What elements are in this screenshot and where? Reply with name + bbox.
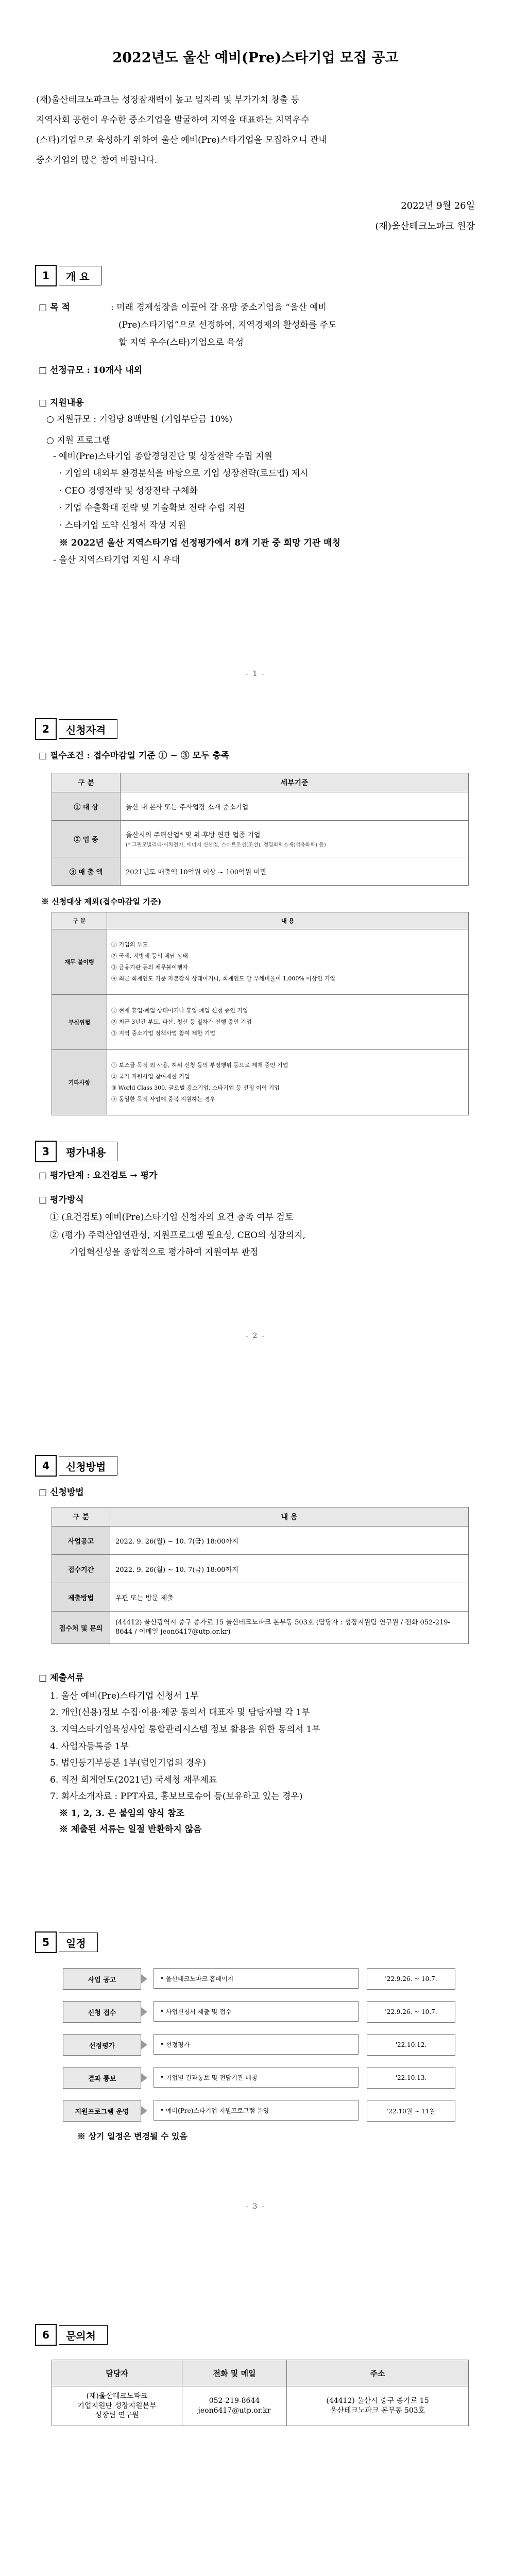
table-row: 재무 불이행 ① 기업의 부도 ② 국세, 지방세 등의 체납 상태 ③ 금융기관 등의 채무불이행자 ④ 최근 회계연도 기준 자본잠식 상태이거나, 회계연도 말 부채비율이 1,000% 이상인 기업	[52, 929, 469, 995]
intro-paragraph: (재)울산테크노파크는 성장잠재력이 높고 일자리 및 부가가치 창출 등 지역사회 공헌이 우수한 중소기업을 발굴하여 지역을 대표하는 지역우수 (스타)기업으로 육성하기 위하여 울산 예비(Pre)스타기업을 모집하오니 관내 중소기업의 많은 참여 바랍니다.	[36, 95, 327, 165]
program-item: · 기업의 내외부 환경분석을 바탕으로 기업 성장전략(로드맵) 제시	[59, 468, 309, 479]
documents-list	[39, 1690, 482, 1836]
table-header: 구 분	[52, 1507, 110, 1527]
schedule-description: • 예비(Pre)스타기업 지원프로그램 운영	[154, 2100, 359, 2121]
section-number: 5	[35, 1931, 57, 1953]
schedule-stage: 신청 접수	[63, 2001, 141, 2023]
evaluation-method: ① (요건검토) 예비(Pre)스타기업 신청자의 요건 충족 여부 검토	[50, 1212, 294, 1223]
schedule-row	[63, 1968, 454, 1989]
evaluation-method: 기업혁신성을 종합적으로 평가하여 지원여부 판정	[70, 1247, 259, 1258]
evaluation-steps: □ 평가단계 : 요건검토 → 평가	[39, 1171, 158, 1181]
section-number: 6	[35, 2324, 57, 2346]
section-title: 신청방법	[59, 1456, 117, 1476]
section-6-heading	[35, 2325, 108, 2345]
schedule-stage: 사업 공고	[63, 1968, 141, 1990]
schedule-row	[63, 2001, 454, 2022]
page-number: - 3 -	[246, 2202, 265, 2211]
program-item: · 기업 수출확대 전략 및 기술확보 전략 수립 지원	[59, 503, 245, 514]
section-number: 4	[35, 1455, 57, 1477]
section-3-body	[39, 1170, 482, 1259]
purpose-line: : 미래 경제성장을 이끌어 갈 유망 중소기업을 “울산 예비	[111, 302, 327, 313]
announcement-date: 2022년 9월 26일	[401, 200, 475, 211]
evaluation-method: ② (평가) 주력산업연관성, 지원프로그램 필요성, CEO의 성장의지,	[50, 1230, 305, 1241]
schedule-row	[63, 2034, 454, 2055]
table-header: 구 분	[52, 912, 107, 929]
section-1-body	[39, 301, 482, 567]
documents-section	[39, 1672, 482, 1836]
issuing-organization: (재)울산테크노파크 원장	[375, 221, 475, 232]
page-title: 2022년도 울산 예비(Pre)스타기업 모집 공고	[112, 50, 399, 66]
schedule-row	[63, 2100, 454, 2121]
section-2-heading	[35, 719, 117, 739]
purpose-block	[39, 301, 482, 358]
section-title: 평가내용	[59, 1142, 117, 1161]
contact-phone: 052-219-8644	[209, 2397, 260, 2405]
documents-heading: □ 제출서류	[39, 1673, 84, 1683]
schedule-date: '22.10.12.	[367, 2034, 455, 2056]
arrow-icon	[141, 2007, 147, 2016]
section-title: 문의처	[59, 2325, 108, 2345]
document-item: 4. 사업자등록증 1부	[50, 1741, 129, 1752]
page-number: - 2 -	[246, 1332, 265, 1340]
arrow-icon	[141, 2073, 147, 2082]
program-list	[39, 450, 482, 567]
schedule-stage: 결과 통보	[63, 2067, 141, 2089]
documents-note: ※ 1, 2, 3. 은 붙임의 양식 참조	[59, 1808, 185, 1819]
table-row: 부실위험 ① 현재 휴업·폐업 상태이거나 휴업·폐업 신청 중인 기업 ② 최근 3년간 부도, 파산, 청산 등 절차가 진행 중인 기업 ③ 지역 중소기업 정책사업 참여 제한 기업	[52, 995, 469, 1050]
table-header: 전화 및 메일	[182, 2360, 287, 2386]
section-title: 개 요	[59, 266, 101, 285]
table-header: 세부기준	[121, 773, 469, 792]
exclusion-heading: ※ 신청대상 제외(접수마감일 기준)	[41, 897, 162, 906]
program-item: · CEO 경영전략 및 성장전략 구체화	[59, 485, 198, 496]
document-item: 3. 지역스타기업육성사업 통합관리시스템 정보 활용을 위한 동의서 1부	[50, 1724, 320, 1735]
selection-scale: □ 선정규모 : 10개사 내외	[39, 365, 143, 376]
table-row: 제출방법 우편 또는 방문 제출	[52, 1583, 469, 1612]
section-3-heading	[35, 1141, 117, 1162]
document-item: 2. 개인(신용)정보 수집·이용·제공 동의서 대표자 및 담당자별 각 1부	[50, 1707, 310, 1718]
schedule-row	[63, 2067, 454, 2088]
support-scale: ○ 지원규모 : 기업당 8백만원 (기업부담금 10%)	[46, 414, 233, 425]
table-row: 접수기간 2022. 9. 26(월) ~ 10. 7(금) 18:00까지	[52, 1555, 469, 1583]
industry-note: (* 그린모빌리티·이차전지, 에너지 신산업, 스마트조선(조선), 정밀화학소재(석유화학) 등)	[126, 842, 326, 848]
contact-email: jeon6417@utp.or.kr	[198, 2406, 271, 2415]
exclusion-table	[52, 912, 469, 1115]
section-title: 일정	[59, 1933, 98, 1952]
purpose-line: (Pre)스타기업”으로 선정하여, 지역경제의 활성화를 주도	[118, 320, 337, 330]
table-row: 사업공고 2022. 9. 26(월) ~ 10. 7(금) 18:00까지	[52, 1527, 469, 1555]
schedule-stage: 지원프로그램 운영	[63, 2100, 141, 2122]
evaluation-method-heading: □ 평가방식	[39, 1194, 84, 1205]
schedule-date: '22.10월 ~ 11월	[367, 2100, 455, 2122]
purpose-line: 할 지역 우수(스타)기업으로 육성	[118, 337, 244, 348]
apply-table	[52, 1507, 469, 1644]
contact-table	[52, 2360, 469, 2426]
program-item: - 예비(Pre)스타기업 종합경영진단 및 성장전략 수립 지원	[53, 451, 272, 462]
program-heading: ○ 지원 프로그램	[46, 435, 111, 446]
schedule-description: • 울산테크노파크 홈페이지	[154, 1968, 359, 1989]
document-item: 1. 울산 예비(Pre)스타기업 신청서 1부	[50, 1690, 199, 1701]
table-header: 구 분	[52, 773, 121, 792]
schedule-date: '22.9.26. ~ 10.7.	[367, 2001, 455, 2023]
eligibility-table	[52, 773, 469, 886]
arrow-icon	[141, 1974, 147, 1984]
section-1-heading	[35, 265, 101, 286]
arrow-icon	[141, 2106, 147, 2115]
program-item: · 스타기업 도약 신청서 작성 지원	[59, 520, 186, 531]
page-number: - 1 -	[246, 670, 265, 678]
schedule-chart	[63, 1968, 454, 2148]
documents-note: ※ 제출된 서류는 일절 반환하지 않음	[59, 1824, 202, 1835]
section-number: 3	[35, 1141, 57, 1162]
program-note: ※ 2022년 울산 지역스타기업 선정평가에서 8개 기관 중 희망 기관 매칭	[59, 537, 340, 548]
table-row: ③ 매 출 액 2021년도 매출액 10억원 이상 ~ 100억원 미만	[52, 857, 469, 886]
section-title: 신청자격	[59, 719, 117, 739]
apply-heading: □ 신청방법	[39, 1487, 84, 1498]
support-heading: □ 지원내용	[39, 397, 84, 408]
program-item: - 울산 지역스타기업 지원 시 우대	[53, 555, 180, 566]
schedule-description: • 선정평가	[154, 2034, 359, 2055]
table-header: 담당자	[52, 2360, 182, 2386]
table-header: 내 용	[107, 912, 469, 929]
section-4-heading	[35, 1455, 117, 1476]
schedule-stage: 선정평가	[63, 2034, 141, 2056]
table-row: ② 업 종 울산시의 주력산업* 및 위·후방 연관 업종 기업 (* 그린모빌리티·이차전지, 에너지 신산업, 스마트조선(조선), 정밀화학소재(석유화학) 등)	[52, 821, 469, 857]
schedule-date: '22.9.26. ~ 10.7.	[367, 1968, 455, 1990]
schedule-description: • 기업별 결과통보 및 전담기관 매칭	[154, 2067, 359, 2088]
section-number: 2	[35, 718, 57, 740]
document-item: 5. 법인등기부등본 1부(법인기업의 경우)	[50, 1758, 206, 1769]
eligibility-condition: □ 필수조건 : 접수마감일 기준 ① ~ ③ 모두 충족	[39, 751, 230, 761]
purpose-label: □ 목 적	[39, 302, 70, 313]
arrow-icon	[141, 2040, 147, 2049]
table-header: 주소	[287, 2360, 469, 2386]
schedule-date: '22.10.13.	[367, 2067, 455, 2089]
table-row: (재)울산테크노파크 기업지원단 성장지원본부 성장팀 연구원 052-219-8644 jeon6417@utp.or.kr (44412) 울산시 중구 종가로 15 울산테크노파크 본부동 503호	[52, 2386, 469, 2426]
schedule-description: • 사업신청서 제출 및 접수	[154, 2001, 359, 2022]
table-row: 기타사항 ① 보조금 목적 외 사용, 허위 신청 등의 부정행위 등으로 제재 중인 기업 ② 국가 지원사업 참여제한 기업 ③ World Class 300, 글로벌 강소기업, 스타기업 등 선정 이력 기업 ④ 동일한 목적 사업에 중복 지원하는 경우	[52, 1050, 469, 1115]
table-row: ① 대 상 울산 내 본사 또는 주사업장 소재 중소기업	[52, 792, 469, 821]
table-header: 내 용	[110, 1507, 469, 1527]
section-number: 1	[35, 265, 57, 286]
document-item: 7. 회사소개자료 : PPT자료, 홍보브로슈어 등(보유하고 있는 경우)	[50, 1791, 303, 1802]
schedule-note: ※ 상기 일정은 변경될 수 있음	[77, 2131, 188, 2141]
document-item: 6. 직전 회계연도(2021년) 국세청 재무제표	[50, 1774, 217, 1785]
table-row: 접수처 및 문의 (44412) 울산광역시 중구 종가로 15 울산테크노파크 본부동 503호 (담당자 : 성장지원팀 연구원 / 전화 052-219-8644 / 이메일 jeon6417@utp.or.kr)	[52, 1612, 469, 1644]
section-5-heading	[35, 1932, 98, 1953]
